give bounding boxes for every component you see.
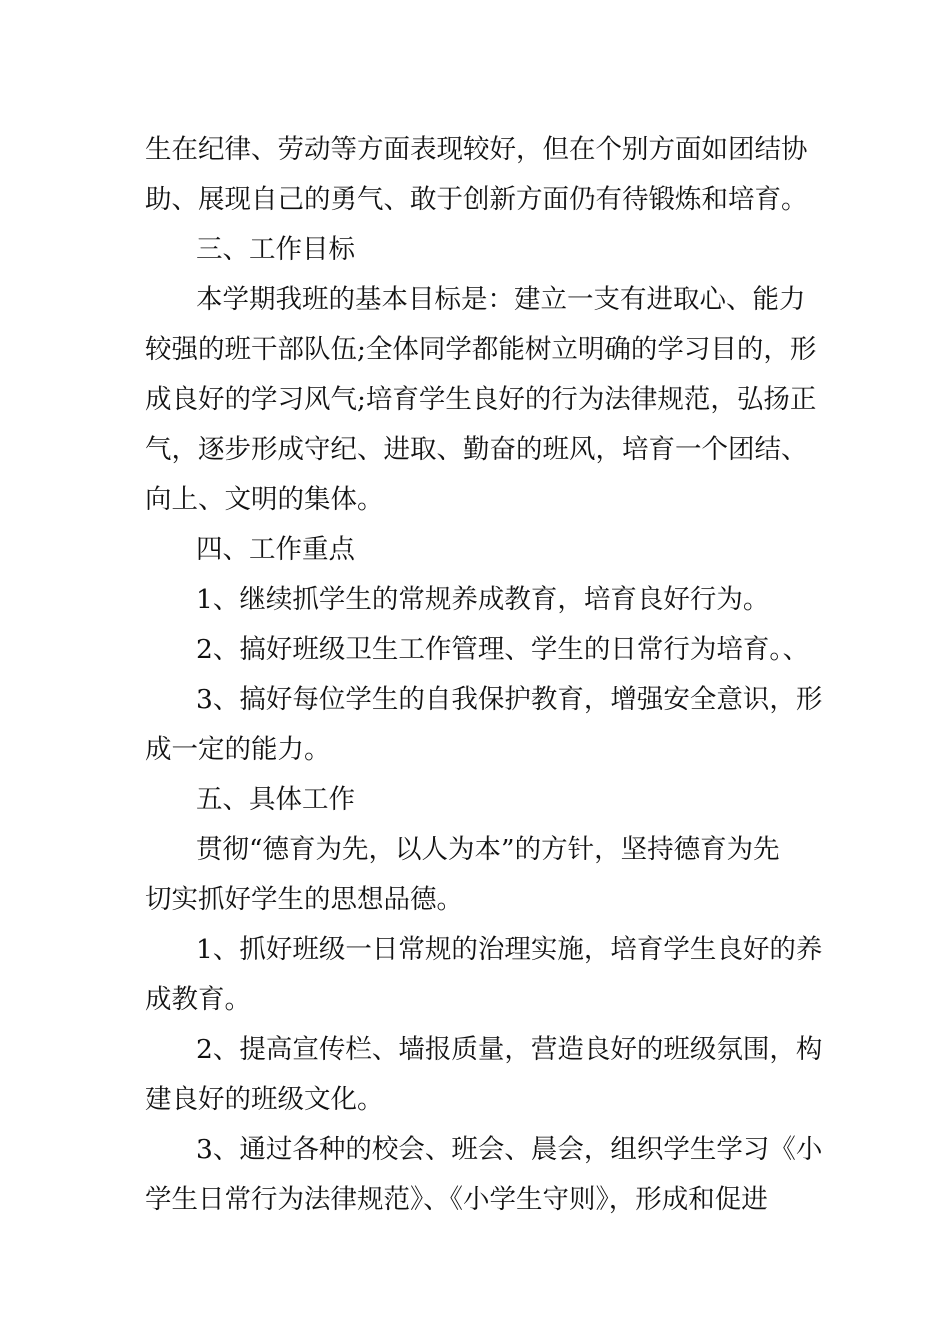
list-item-continuation: 成教育。 bbox=[145, 984, 251, 1015]
list-item: 1、抓好班级一日常规的治理实施，培育学生良好的养 bbox=[196, 934, 823, 965]
section-heading: 四、工作重点 bbox=[196, 534, 355, 565]
list-item-continuation: 学生日常行为法律规范》、《小学生守则》，形成和促进 bbox=[145, 1184, 768, 1215]
paragraph-line: 助、展现自己的勇气、敢于创新方面仍有待锻炼和培育。 bbox=[145, 184, 808, 215]
paragraph-line: 向上、文明的集体。 bbox=[145, 484, 384, 515]
list-item: 2、搞好班级卫生工作管理、学生的日常行为培育。、 bbox=[196, 634, 810, 665]
paragraph-line: 贯彻“德育为先，以人为本”的方针，坚持德育为先 bbox=[196, 834, 780, 865]
list-item: 3、通过各种的校会、班会、晨会，组织学生学习《小 bbox=[196, 1134, 823, 1165]
list-item: 3、搞好每位学生的自我保护教育，增强安全意识，形 bbox=[196, 684, 823, 715]
paragraph-line: 较强的班干部队伍;全体同学都能树立明确的学习目的，形 bbox=[145, 334, 817, 365]
paragraph-line: 本学期我班的基本目标是：建立一支有进取心、能力 bbox=[196, 284, 806, 315]
paragraph-line: 成良好的学习风气;培育学生良好的行为法律规范，弘扬正 bbox=[145, 384, 817, 415]
list-item-continuation: 建良好的班级文化。 bbox=[145, 1084, 384, 1115]
section-heading: 五、具体工作 bbox=[196, 784, 355, 815]
list-item: 1、继续抓学生的常规养成教育，培育良好行为。 bbox=[196, 584, 770, 615]
paragraph-line: 生在纪律、劳动等方面表现较好，但在个别方面如团结协 bbox=[145, 134, 808, 165]
list-item-continuation: 成一定的能力。 bbox=[145, 734, 331, 765]
list-item: 2、提高宣传栏、墙报质量，营造良好的班级氛围，构 bbox=[196, 1034, 823, 1065]
section-heading: 三、工作目标 bbox=[196, 234, 355, 265]
paragraph-line: 气，逐步形成守纪、进取、勤奋的班风，培育一个团结、 bbox=[145, 434, 808, 465]
paragraph-line: 切实抓好学生的思想品德。 bbox=[145, 884, 463, 915]
